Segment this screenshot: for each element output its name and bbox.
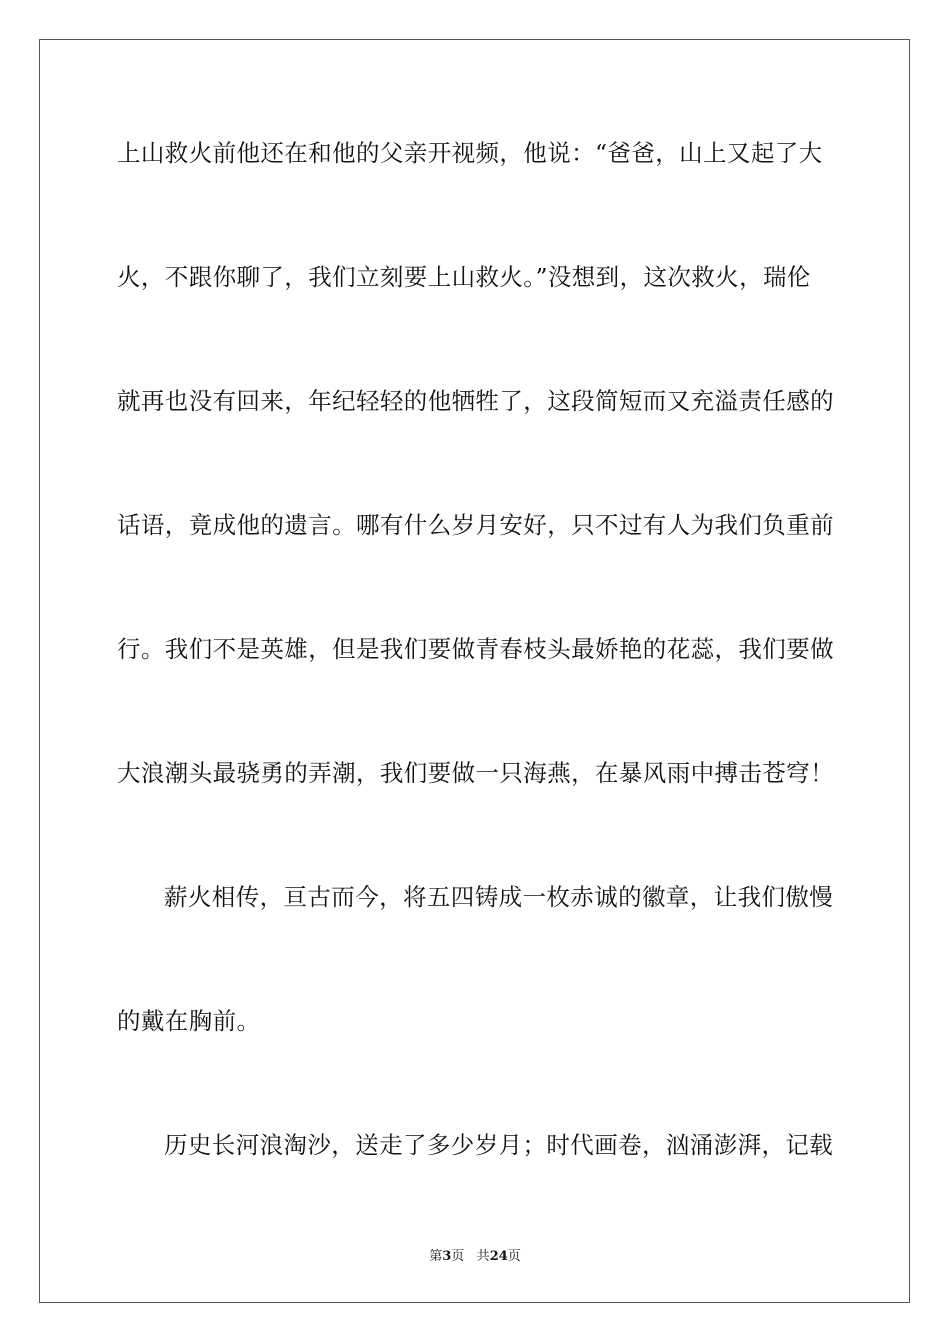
page-border — [39, 39, 910, 1303]
footer-total-suffix: 页 — [507, 1249, 521, 1264]
text-line-2: 火，不跟你聊了，我们立刻要上山救火。”没想到，这次救火，瑞伦 — [117, 263, 811, 291]
text-line-8: 的戴在胸前。 — [117, 1007, 261, 1035]
text-line-4: 话语，竟成他的遗言。哪有什么岁月安好，只不过有人为我们负重前 — [117, 511, 834, 539]
text-line-5: 行。我们不是英雄，但是我们要做青春枝头最娇艳的花蕊，我们要做 — [117, 635, 834, 663]
footer-page-suffix: 页 — [451, 1249, 465, 1264]
text-line-3: 就再也没有回来，年纪轻轻的他牺牲了，这段简短而又充溢责任感的 — [117, 387, 834, 415]
text-line-9: 历史长河浪淘沙，送走了多少岁月；时代画卷，汹涌澎湃，记载 — [164, 1131, 834, 1159]
footer-current-page: 3 — [442, 1249, 452, 1264]
page-footer — [0, 1248, 950, 1266]
text-line-7: 薪火相传，亘古而今，将五四铸成一枚赤诚的徽章，让我们傲慢 — [164, 883, 834, 911]
text-line-6: 大浪潮头最骁勇的弄潮，我们要做一只海燕，在暴风雨中搏击苍穹！ — [117, 759, 834, 787]
text-line-1: 上山救火前他还在和他的父亲开视频，他说：“爸爸，山上又起了大 — [117, 139, 823, 167]
footer-total-pages: 24 — [489, 1249, 508, 1264]
footer-prefix: 第 — [429, 1249, 443, 1264]
footer-total-prefix: 共 — [476, 1249, 490, 1264]
